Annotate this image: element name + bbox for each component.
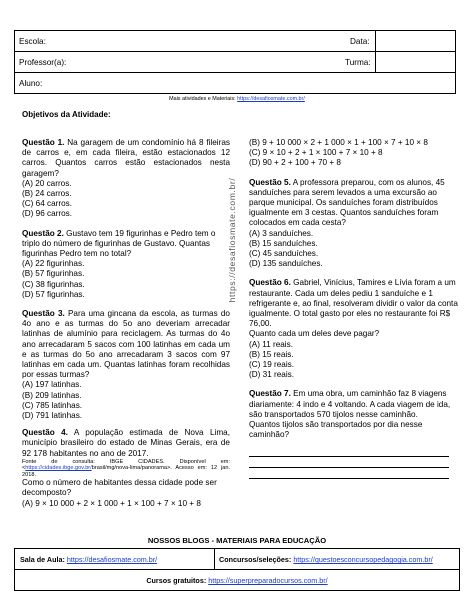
objectives-title: Objetivos da Atividade: — [22, 110, 111, 119]
blogs-row-1 — [15, 549, 459, 570]
question-7 — [249, 389, 459, 479]
question-5-body: A professora preparou, com os alunos, 45 sanduíches para serem levados a uma excursão ao parque municipal. Os sanduíches foram distribuídos igualmente em 3 cestas. Quantos sanduíches foram colocados em cada cesta? — [249, 177, 445, 228]
question-2-title: Questão 2. — [22, 228, 64, 238]
header-form-table — [14, 30, 456, 94]
question-5-title: Questão 5. — [249, 177, 291, 187]
question-4-text — [22, 428, 230, 459]
question-4-text2: Como o número de habitantes dessa cidade pode ser decomposto? — [22, 478, 217, 498]
option-b: (B) 15 sanduíches. — [249, 238, 318, 248]
question-6-body: Gabriel, Vinícius, Tamires e Lívia foram a um restaurante. Cada um deles pediu 1 sanduíche e 1 refrigerante e, ao final, resolveram dividir o valor da conta igualmente. O total gasto por eles no restaurante foi R$ 76,00. — [249, 278, 458, 329]
option-d: (D) 135 sanduíches. — [249, 259, 323, 269]
option-c: (C) 785 latinhas. — [22, 400, 83, 410]
header-row-aluno — [15, 73, 455, 94]
question-6-text — [249, 278, 459, 329]
option-b: (B) 209 latinhas. — [22, 390, 82, 400]
question-1-body: Na garagem de um condomínio há 8 fileiras de carros e, em cada fileira, estão estacionados 12 carros. Quantos carros estão estacionados nesta garagem? — [22, 138, 230, 178]
sala-link[interactable]: https://desafiosmate.com.br/ — [66, 555, 158, 564]
option-c: (C) 38 figurinhas. — [22, 279, 85, 289]
option-b: (B) 9 + 10 000 × 2 + 1 000 × 1 + 100 × 7 + 10 × 8 — [249, 138, 428, 147]
question-3-body: Para uma gincana da escola, as turmas do 4o ano e as turmas do 5o ano deveriam arrecadar latinhas de alumínio para reciclagem. As turmas do 4o ano arrecadaram 5 sacos com 100 latinhas em cada um e as turmas do 5o ano arrecadaram 3 sacos com 97 latinhas em cada um. Quantas latinhas foram recolhidas por essas turmas? — [22, 309, 230, 380]
option-a: (A) 11 reais. — [249, 339, 293, 349]
blogs-cell-concursos — [215, 549, 459, 569]
escola-label: Escola: — [19, 37, 46, 46]
concursos-label: Concursos/seleções: — [219, 555, 292, 564]
blogs-row-2 — [15, 570, 459, 591]
header-row-escola — [15, 31, 455, 52]
question-1-text — [22, 138, 230, 179]
option-c: (C) 19 reais. — [249, 360, 295, 370]
option-d: (D) 90 + 2 + 100 + 70 + 8 — [249, 158, 341, 168]
question-6-text2: Quanto cada um deles deve pagar? — [249, 329, 380, 339]
question-4-continued — [249, 138, 459, 169]
blogs-table — [14, 548, 460, 591]
option-d: (D) 57 figurinhas. — [22, 289, 85, 299]
question-4-source — [22, 459, 230, 478]
question-3-text — [22, 309, 230, 380]
source-link[interactable]: https://cidades.ibge.gov.br/ — [25, 465, 92, 472]
question-5-text — [249, 178, 459, 229]
right-column — [249, 138, 459, 485]
option-b: (B) 57 figurinhas. — [22, 269, 85, 279]
option-b: (B) 15 reais. — [249, 349, 294, 359]
blogs-cell-sala — [15, 549, 215, 569]
materials-note-prefix: Mais atividades e Materiais: — [169, 96, 238, 102]
option-a: (A) 3 sanduíches. — [249, 228, 314, 238]
question-6-title: Questão 6. — [249, 278, 291, 288]
turma-label: Turma: — [345, 58, 371, 67]
option-a: (A) 197 latinhas. — [22, 380, 82, 390]
option-c: (C) 45 sanduíches. — [249, 249, 319, 259]
question-4 — [22, 428, 230, 508]
cursos-link[interactable]: https://superpreparadocursos.com.br/ — [208, 576, 328, 585]
question-6 — [249, 278, 459, 380]
header-row-professor — [15, 52, 455, 73]
aluno-label: Aluno: — [19, 79, 43, 88]
question-3 — [22, 309, 230, 421]
answer-line[interactable] — [249, 468, 449, 479]
answer-lines[interactable] — [249, 446, 459, 479]
option-d: (D) 31 reais. — [249, 370, 295, 380]
option-a: (A) 20 carros. — [22, 178, 72, 188]
answer-line[interactable] — [249, 446, 449, 457]
materials-note — [0, 96, 474, 102]
question-2-text — [22, 229, 230, 260]
question-7-body: Em uma obra, um caminhão faz 8 viagens diariamente: 4 indo e 4 voltando. A cada viagem de ida, são transportados 570 tijolos nesse caminhão. — [249, 389, 451, 419]
blogs-title: NOSSOS BLOGS - MATERIAIS PARA EDUCAÇÃO — [147, 536, 327, 545]
option-d: (D) 96 carros. — [22, 209, 73, 219]
answer-line[interactable] — [249, 457, 449, 468]
question-4-title: Questão 4. — [22, 428, 68, 438]
question-2-body: Gustavo tem 19 figurinhas e Pedro tem o triplo do número de figurinhas de Gustavo. Quantas figurinhas Pedro tem no total? — [22, 228, 216, 259]
option-c: (C) 9 × 10 + 2 + 1 × 100 + 7 × 10 + 8 — [249, 148, 383, 158]
source-text: Fonte de consulta: IBGE CIDADES. Disponível em: < — [22, 458, 230, 472]
option-a: (A) 22 figurinhas. — [22, 259, 85, 269]
question-7-title: Questão 7. — [249, 389, 291, 399]
question-4-body: A população estimada de Nova Lima, município brasileiro do estado de Minas Gerais, era de 92 178 habitantes no ano de 2017. — [22, 428, 230, 458]
option-a: (A) 9 × 10 000 + 2 × 1 000 + 1 × 100 + 7 × 10 + 8 — [22, 498, 201, 508]
question-7-text — [249, 389, 459, 420]
source-text-end: brasil/mg/nova-lima/panorama>. Acesso em: 12 jan. 2018. — [22, 465, 230, 478]
question-2 — [22, 229, 230, 300]
materials-note-link[interactable]: https://desafiosmate.com.br/ — [237, 96, 305, 102]
professor-label: Professor(a): — [19, 58, 67, 67]
divider — [375, 31, 376, 51]
sala-label: Sala de Aula: — [20, 555, 65, 564]
concursos-link[interactable]: https://questoesconcursopedagogia.com.br/ — [293, 555, 433, 564]
divider — [375, 52, 376, 72]
option-c: (C) 64 carros. — [22, 199, 73, 209]
option-d: (D) 791 latinhas. — [22, 411, 83, 421]
data-label: Data: — [350, 37, 370, 46]
left-column — [22, 138, 230, 515]
question-7-text2: Quantos tijolos são transportados por dia nesse caminhão? — [249, 420, 423, 440]
cursos-label: Cursos gratuitos: — [146, 576, 207, 585]
question-5 — [249, 178, 459, 270]
question-1 — [22, 138, 230, 220]
option-b: (B) 24 carros. — [22, 189, 72, 199]
watermark-text: https://desafiosmate.com.br/ — [227, 177, 237, 303]
question-1-title: Questão 1. — [22, 138, 65, 147]
question-3-title: Questão 3. — [22, 309, 65, 319]
